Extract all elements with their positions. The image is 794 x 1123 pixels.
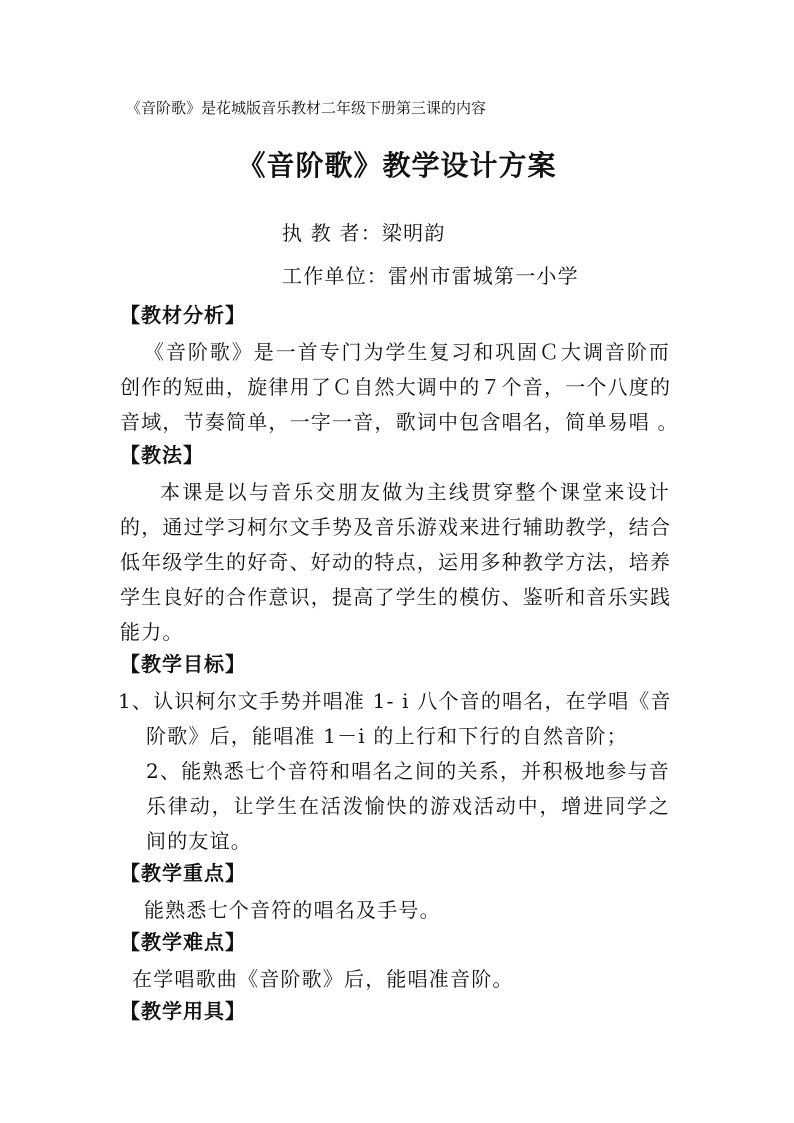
source-note: 《音阶歌》是花城版音乐教材二年级下册第三课的内容 [126, 99, 487, 117]
material-line-3: 音域，节奏简单，一字一音，歌词中包含唱名，简单易唱 。 [120, 410, 679, 434]
section-heading-goals: 【教学目标】 [120, 652, 246, 676]
teacher-label: 执 教 者： [282, 221, 382, 245]
difficulties-text: 在学唱歌曲《音阶歌》后，能唱准音阶。 [132, 967, 514, 991]
teacher-line [282, 220, 446, 246]
teacher-name: 梁明韵 [381, 221, 446, 245]
goal-item-2-line-2: 乐律动，让学生在活泼愉快的游戏活动中，增进同学之 [146, 794, 670, 818]
material-line-2: 创作的短曲，旋律用了Ｃ自然大调中的７个音，一个八度的 [120, 375, 672, 399]
goal-item-1-line-1: 1、认识柯尔文手势并唱准 1- i 八个音的唱名，在学唱《音 [118, 689, 672, 713]
goal-item-1-line-2: 阶歌》后，能唱准 1－i 的上行和下行的自然音阶； [146, 724, 628, 748]
method-line-1: 本课是以与音乐交朋友做为主线贯穿整个课堂来设计 [160, 480, 670, 504]
method-line-3: 低年级学生的好奇、好动的特点，运用多种教学方法，培养 [120, 550, 672, 574]
key-points-text: 能熟悉七个音符的唱名及手号。 [144, 898, 441, 922]
goal-item-2-line-1: 2、能熟悉七个音符和唱名之间的关系，并积极地参与音 [146, 759, 670, 783]
unit-line [282, 263, 579, 289]
method-line-5: 能力。 [120, 620, 184, 644]
section-heading-tools: 【教学用具】 [120, 999, 246, 1023]
section-heading-difficulties: 【教学难点】 [120, 930, 246, 954]
document-title: 《音阶歌》教学设计方案 [237, 149, 557, 182]
goal-item-2-line-3: 间的友谊。 [146, 829, 252, 853]
method-line-2: 的，通过学习柯尔文手势及音乐游戏来进行辅助教学，结合 [120, 515, 672, 539]
section-heading-material: 【教材分析】 [120, 303, 246, 327]
unit-name: 雷州市雷城第一小学 [388, 264, 579, 288]
method-line-4: 学生良好的合作意识，提高了学生的模仿、鉴听和音乐实践 [120, 585, 672, 609]
section-heading-method: 【教法】 [120, 443, 204, 467]
section-heading-key-points: 【教学重点】 [120, 861, 246, 885]
material-line-1: 《音阶歌》是一首专门为学生复习和巩固Ｃ大调音阶而 [144, 340, 670, 364]
unit-label: 工作单位： [282, 264, 388, 288]
